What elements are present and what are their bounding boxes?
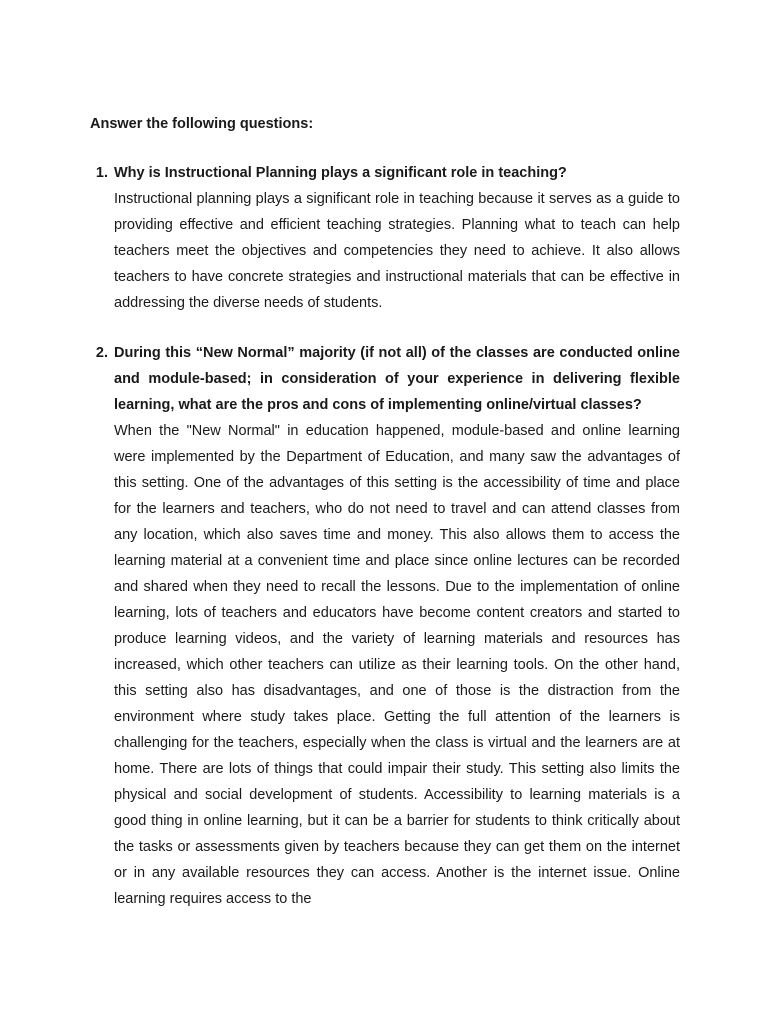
question-item-1	[90, 160, 680, 316]
question-number: 1.	[95, 165, 108, 181]
question-body	[114, 160, 680, 316]
question-text: Why is Instructional Planning plays a significant role in teaching?	[114, 165, 567, 181]
page-heading: Answer the following questions:	[90, 116, 314, 132]
question-item-2	[90, 340, 680, 912]
answer-text: When the "New Normal" in education happened, module-based and online learning were implemented by the Department of Education, and many saw the advantages of this setting. One of the advantages of this setting is the accessibility of time and place for the learners and teachers, who do not need to travel and can attend classes from any location, which also saves time and money. This also allows them to access the learning material at a convenient time and place since online lectures can be recorded and shared when they need to recall the lessons. Due to the implementation of online learning, lots of teachers and educators have become content creators and started to produce learning videos, and the variety of learning materials and resources has increased, which other teachers can utilize as their learning tools. On the other hand, this setting also has disadvantages, and one of those is the distraction from the environment where study takes place. Getting the full attention of the learners is challenging for the teachers, especially when the class is virtual and the learners are at home. There are lots of things that could impair their study. This setting also limits the physical and social development of students. Accessibility to learning materials is a good thing in online learning, but it can be a barrier for students to think critically about the tasks or assessments given by teachers because they can get them on the internet or in any available resources they can access. Another is the internet issue. Online learning requires access to the	[114, 423, 680, 907]
question-number: 2.	[95, 345, 108, 361]
answer-text: Instructional planning plays a significant role in teaching because it serves as a guide to providing effective and efficient teaching strategies. Planning what to teach can help teachers meet the objectives and competencies they need to achieve. It also allows teachers to have concrete strategies and instructional materials that can be effective in addressing the diverse needs of students.	[114, 191, 680, 311]
question-text: During this “New Normal” majority (if not all) of the classes are conducted online and module-based; in consideration of your experience in delivering flexible learning, what are the pros and cons of implementing online/virtual classes?	[114, 345, 680, 413]
question-body	[114, 340, 680, 912]
